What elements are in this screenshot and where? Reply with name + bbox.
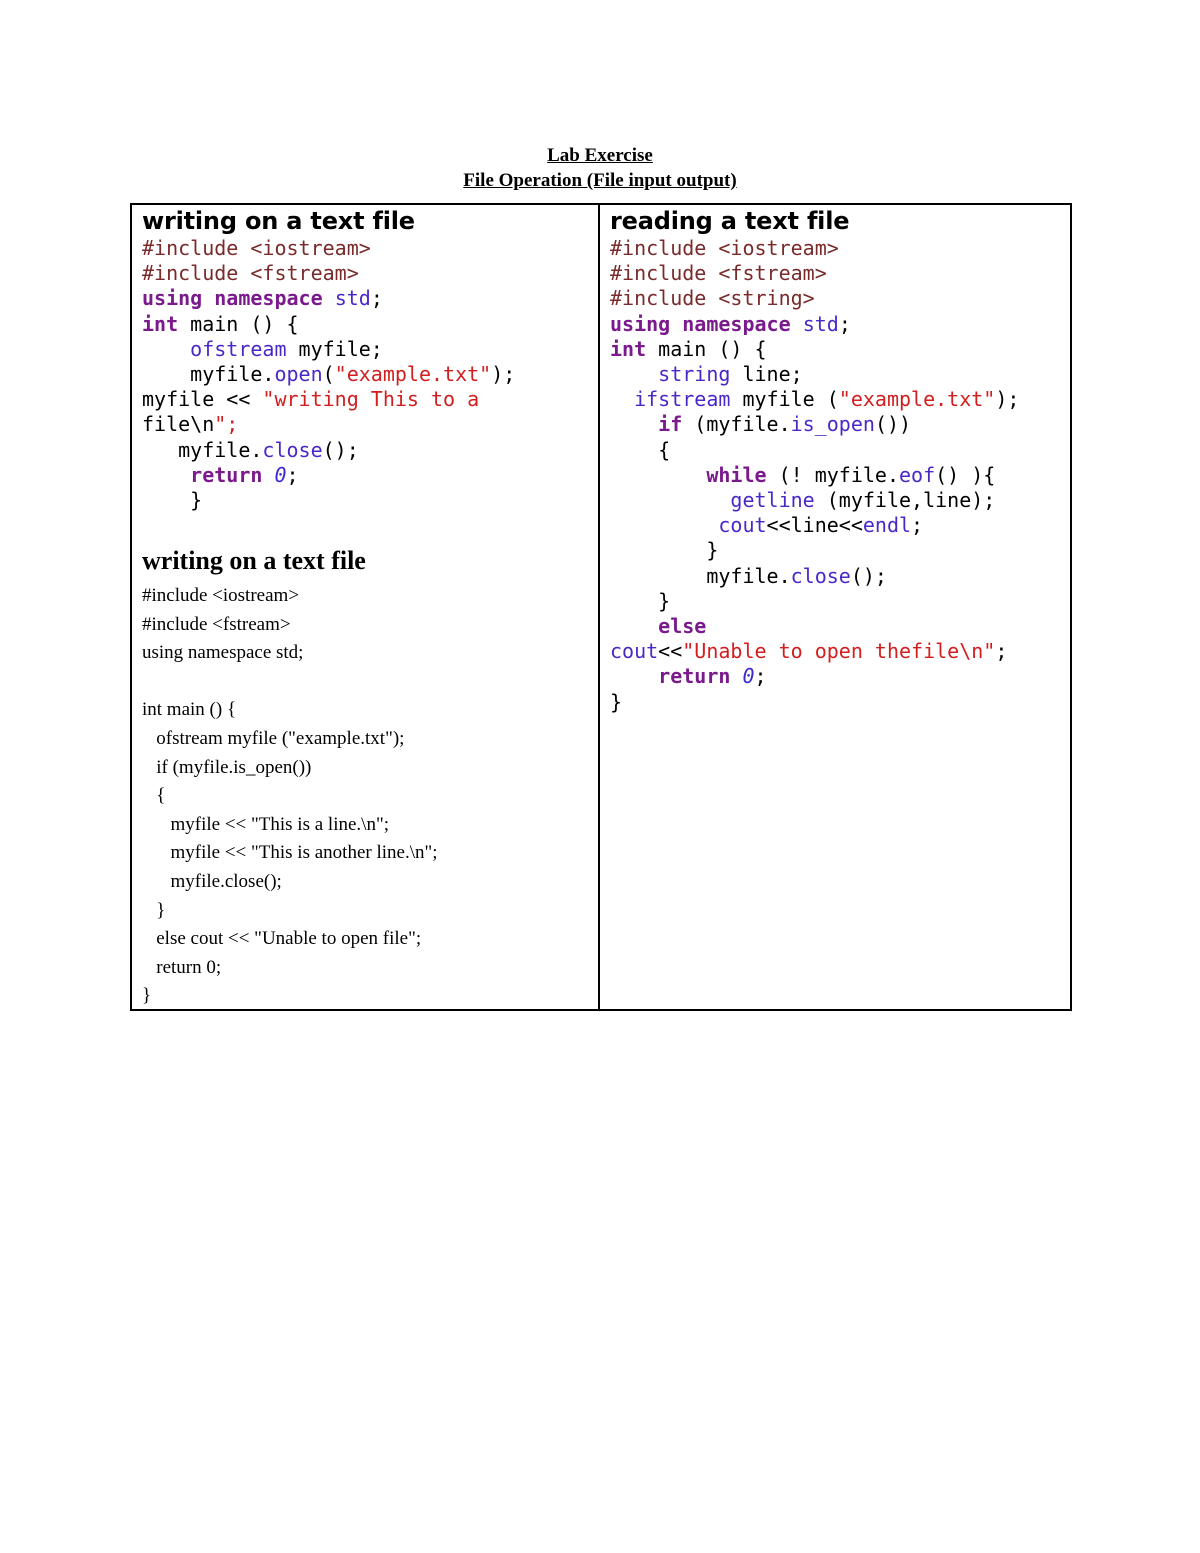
left-heading-2: writing on a text file	[142, 546, 366, 575]
read-code-line: if (myfile.is_open())	[658, 412, 912, 437]
read-code-line: ifstream myfile ("example.txt");	[634, 387, 1020, 412]
plain-code-line: return 0;	[142, 956, 222, 978]
read-code-line: cout<<line<<endl;	[718, 513, 924, 538]
plain-code-line: myfile.close();	[142, 870, 282, 892]
document-title: Lab Exercise	[547, 145, 653, 166]
plain-code-line: #include <fstream>	[142, 613, 291, 635]
plain-code-line: if (myfile.is_open())	[142, 756, 312, 778]
read-code-line: #include <string>	[610, 286, 815, 311]
write-code-line: ofstream myfile;	[190, 336, 383, 361]
write-code-block	[142, 236, 515, 513]
read-code-line: while (! myfile.eof() ){	[706, 462, 996, 487]
read-code-line: }	[610, 588, 671, 613]
write-code-line: using namespace std;	[142, 286, 383, 311]
write-code-line: myfile << "writing This to a	[142, 387, 480, 412]
read-code-line: myfile.close();	[610, 563, 887, 588]
write-code-line: }	[142, 488, 203, 513]
read-code-line: }	[610, 689, 623, 714]
plain-code-line: myfile << "This is another line.\n";	[142, 842, 438, 864]
plain-code-line: }	[142, 899, 166, 921]
right-heading: reading a text file	[610, 207, 850, 235]
plain-code-line: myfile << "This is a line.\n";	[142, 813, 389, 835]
plain-code-line: }	[142, 985, 152, 1007]
read-code-block	[610, 236, 1019, 715]
document-subtitle: File Operation (File input output)	[463, 170, 737, 191]
read-code-line: #include <fstream>	[610, 261, 827, 286]
plain-code-line: {	[142, 785, 166, 807]
plain-code-line: using namespace std;	[142, 642, 304, 664]
write-plain-code-block	[142, 582, 438, 1011]
read-code-line: using namespace std;	[610, 311, 851, 336]
plain-code-line: int main () {	[142, 699, 237, 721]
read-code-line: }	[610, 538, 719, 563]
read-code-line: string line;	[658, 362, 803, 387]
left-heading: writing on a text file	[142, 207, 415, 235]
read-code-line: {	[610, 437, 671, 462]
plain-code-line: #include <iostream>	[142, 585, 300, 606]
write-code-line: int main () {	[142, 311, 299, 336]
write-code-line: myfile.open("example.txt");	[142, 362, 516, 387]
read-code-line: #include <iostream>	[610, 236, 839, 260]
write-code-line: myfile.close();	[142, 437, 359, 462]
read-code-line: int main () {	[610, 336, 767, 361]
read-code-line: cout<<"Unable to open thefile\n";	[610, 639, 1008, 664]
write-code-line: #include <iostream>	[142, 236, 371, 260]
write-code-line: file\n";	[142, 412, 239, 437]
exercise-table	[130, 203, 1072, 1011]
plain-code-line: ofstream myfile ("example.txt");	[142, 727, 405, 749]
read-code-line: else	[658, 614, 707, 639]
write-code-line: return 0;	[190, 462, 299, 487]
plain-code-line: else cout << "Unable to open file";	[142, 928, 422, 950]
plain-code-line	[142, 668, 438, 697]
column-divider	[598, 203, 600, 1011]
read-code-line: getline (myfile,line);	[730, 488, 996, 513]
write-code-line: #include <fstream>	[142, 261, 359, 286]
read-code-line: return 0;	[658, 664, 767, 689]
